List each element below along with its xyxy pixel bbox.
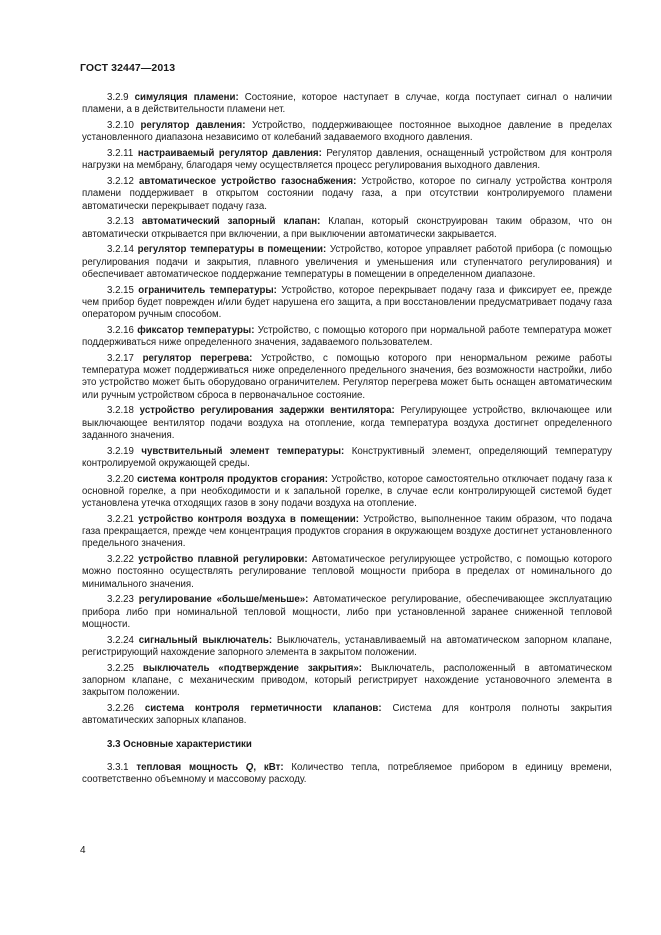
entry-term: ограничитель температуры: <box>138 284 277 296</box>
entry-text: Устройство, выполненное таким образом, что подача газа прекращается, прежде чем концентрация продуктов сгорания в окружающем воздухе достигнет установленного предельного значения. <box>82 513 612 550</box>
entry-term: выключатель «подтверждение закрытия»: <box>142 662 362 674</box>
definition-entry <box>82 148 612 173</box>
definition-entry <box>82 663 612 700</box>
entry-term: система контроля герметичности клапанов: <box>144 703 382 714</box>
entry-number: 3.2.26 <box>107 703 134 714</box>
definition-entry <box>82 703 612 728</box>
entry-text: Состояние, которое наступает в случае, когда поступает сигнал о наличии пламени, а в действительности пламени нет. <box>82 92 612 116</box>
entry-term: устройство регулирования задержки вентилятора: <box>139 405 395 417</box>
entry-number: 3.2.21 <box>107 513 134 525</box>
entry-number: 3.2.20 <box>107 473 134 485</box>
entry-number: 3.2.17 <box>107 352 134 364</box>
entry-term: регулирование «больше/меньше»: <box>138 594 309 606</box>
entry-term: автоматическое устройство газоснабжения: <box>139 175 357 187</box>
entry-number: 3.2.16 <box>107 324 134 336</box>
entry-text: Количество тепла, потребляемое прибором в единицу времени, соответственно объемному и массовому расходу. <box>82 761 612 786</box>
definition-entry <box>82 216 612 241</box>
entry-term: сигнальный выключатель: <box>138 634 273 646</box>
entry-number: 3.2.25 <box>107 662 134 674</box>
entry-text: Система для контроля полноты закрытия автоматических запорных клапанов. <box>82 703 612 727</box>
entry-term: устройство плавной регулировки: <box>138 554 308 566</box>
entry-number: 3.2.22 <box>107 554 134 566</box>
definition-entry <box>82 244 612 281</box>
entry-number: 3.2.13 <box>107 216 134 228</box>
entry-term: фиксатор температуры: <box>137 324 255 336</box>
page-number: 4 <box>80 845 86 856</box>
definition-entry <box>82 474 612 511</box>
entry-number: 3.2.9 <box>107 92 129 103</box>
entry-text: Автоматическое регулирование, обеспечивающее эксплуатацию прибора либо при номинальной тепловой мощности, либо при установленной заранее сниженной тепловой мощности. <box>82 594 612 631</box>
definition-entry <box>82 594 612 631</box>
entry-text: Регулирующее устройство, включающее или выключающее вентилятор подачи воздуха на отопление, когда температура воздуха достигнет определенного заданного значения. <box>82 405 612 441</box>
definition-entry <box>82 635 612 660</box>
entry-term: регулятор давления: <box>140 119 246 131</box>
definition-entry <box>82 405 612 442</box>
entry-term: регулятор перегрева: <box>142 352 253 364</box>
entry-term: чувствительный элемент температуры: <box>141 445 345 457</box>
standard-header: ГОСТ 32447—2013 <box>80 62 176 74</box>
section-title: 3.3 Основные характеристики <box>107 738 252 750</box>
entry-text: Устройство, которое самостоятельно отключает подачу газа к основной горелке, а при необходимости и к запальной горелке, в случае если контролирующей системой будет установлена утечка отходящих газов в зону подачи воздуха на отопление. <box>82 473 613 510</box>
entry-term: симуляция пламени: <box>134 92 239 103</box>
definition-entry <box>82 325 612 350</box>
entry-number: 3.2.24 <box>107 634 134 646</box>
definition-entry <box>82 446 612 471</box>
definition-entry <box>82 554 612 591</box>
definition-entry <box>82 285 612 322</box>
entry-text: Устройство, которое перекрывает подачу газа и фиксирует ее, прежде чем прибор будет поврежден и/или будет нарушена его защита, а при восстановлении предусматривает подачу газа оператором ручным способом. <box>82 284 612 321</box>
entry-text: Устройство, с помощью которого при ненормальном режиме работы температура может поддерживаться ниже определенного предельного значения, без возможности настройки, либо это устройство может быть оборудовано ограничителем. Регулятор перегрева может быть оснащен автоматическим или ручным устройством сброса в первоначальное состояние. <box>82 352 612 401</box>
entry-number: 3.2.19 <box>107 445 134 457</box>
entry-term: тепловая мощность Q, кВт: <box>136 761 284 773</box>
definition-entry <box>82 92 612 117</box>
entry-number: 3.2.18 <box>107 405 134 417</box>
entry-term-variable: Q <box>245 761 254 773</box>
entry-number: 3.2.10 <box>107 119 134 131</box>
entry-text: Клапан, который сконструирован таким образом, что он автоматически открывается при включении, а при выключении автоматически закрывается. <box>82 216 612 240</box>
definition-entry <box>82 120 612 145</box>
definition-entry <box>82 353 612 402</box>
entry-term: автоматический запорный клапан: <box>141 216 321 228</box>
entry-term: регулятор температуры в помещении: <box>137 244 327 256</box>
entry-number: 3.2.12 <box>107 175 134 187</box>
entry-number: 3.2.14 <box>107 244 134 256</box>
definition-entry <box>82 176 612 213</box>
definition-entry <box>82 762 612 787</box>
entry-number: 3.3.1 <box>107 761 129 773</box>
entry-text: Выключатель, расположенный в автоматическом запорном клапане, с механическим приводом, который регистрирует нахождение установочного элемента в закрытом положении. <box>82 662 612 699</box>
definition-entry <box>82 514 612 551</box>
definition-list <box>82 92 612 728</box>
entry-text: Автоматическое регулирующее устройство, с помощью которого можно постоянно осуществлять регулирование тепловой мощности прибора в пределах от номинального до минимального значения. <box>82 554 612 590</box>
entry-text: Выключатель, устанавливаемый на автоматическом запорном клапане, регистрирующий нахождение запорного элемента в закрытом положении. <box>82 634 612 659</box>
entry-text: Устройство, с помощью которого при нормальной работе температура может поддерживаться ниже определенного значения, задаваемого пользователем. <box>82 324 612 349</box>
entry-term: система контроля продуктов сгорания: <box>137 473 329 485</box>
entry-text: Устройство, которое по сигналу устройства контроля пламени поддерживает в открытом состоянии подачу газа, а при отсутствии контролируемого пламени автоматически перекрывает подачу газа. <box>82 175 612 212</box>
entry-term: настраиваемый регулятор давления: <box>137 147 322 159</box>
entry-text: Конструктивный элемент, определяющий температуру контролируемой окружающей среды. <box>82 445 612 469</box>
entry-term: устройство контроля воздуха в помещении: <box>138 513 359 525</box>
entry-number: 3.2.15 <box>107 284 134 296</box>
entry-number: 3.2.11 <box>107 147 134 159</box>
entry-text: Регулятор давления, оснащенный устройством для контроля нагрузки на мембрану, благодаря чему осуществляется процесс регулирования выходного давления. <box>82 147 612 172</box>
entry-number: 3.2.23 <box>107 594 134 606</box>
definitions-body <box>82 92 612 790</box>
entry-text: Устройство, поддерживающее постоянное выходное давление в пределах установленного диапазона независимо от колебаний задаваемого входного давления. <box>82 119 612 144</box>
entry-text: Устройство, которое управляет работой прибора (с помощью регулирования подачи и закрытия, плавного увеличения и уменьшения или ступенчатого регулирования) и обеспечивает автоматическое поддержание температуры в помещении в определенном диапазоне. <box>82 244 612 280</box>
